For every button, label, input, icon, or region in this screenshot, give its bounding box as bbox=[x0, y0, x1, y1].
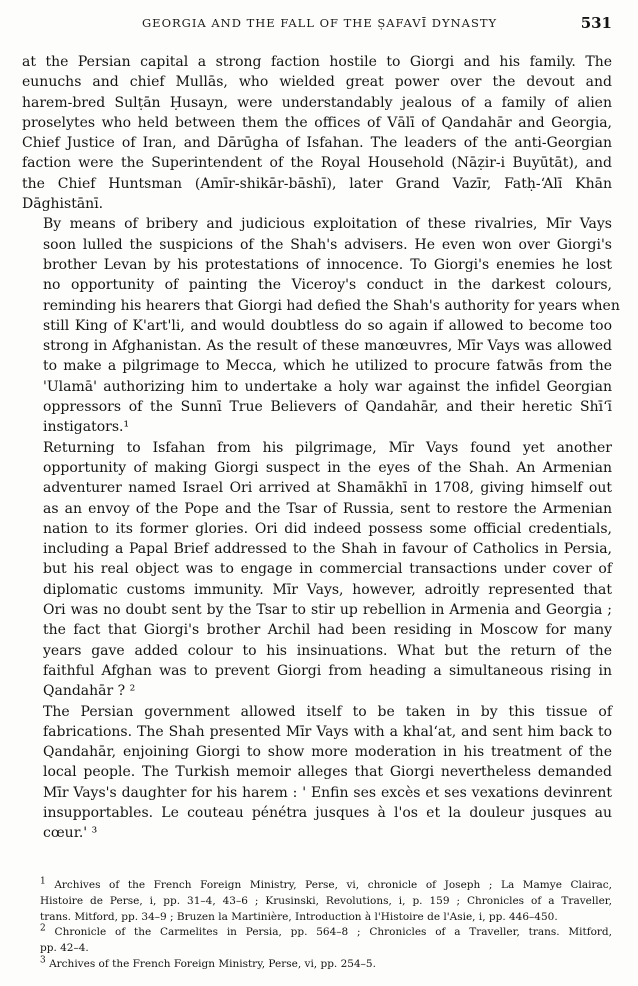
page-header bbox=[22, 14, 612, 36]
text-line: strong in Afghanistan. As the result of these manœuvres, Mīr Vays was allowed bbox=[43, 338, 612, 355]
text-line: Mīr Vays's daughter for his harem : ' Enfin ses excès et ses vexations devinrent bbox=[43, 784, 612, 801]
text-line: 'Ulamā' authorizing him to undertake a holy war against the infidel Georgian bbox=[43, 378, 612, 395]
text-line: faithful Afghan was to prevent Giorgi from heading a simultaneous rising in bbox=[43, 662, 612, 679]
text-line: insupportables. Le couteau pénétra jusques à l'os et la douleur jusques au bbox=[43, 804, 612, 821]
text-line: The Persian government allowed itself to be taken in by this tissue of bbox=[43, 703, 612, 720]
text-line: faction were the Superintendent of the Royal Household (Nāẓir-i Buyūtāt), and bbox=[22, 155, 612, 172]
text-line: fabrications. The Shah presented Mīr Vays with a khalʻat, and sent him back to bbox=[43, 723, 612, 740]
text-line: nation to its former glories. Ori did indeed possess some official credentials, bbox=[43, 520, 612, 537]
text-line: By means of bribery and judicious exploitation of these rivalries, Mīr Vays bbox=[43, 216, 612, 233]
text-line: Returning to Isfahan from his pilgrimage, Mīr Vays found yet another bbox=[43, 439, 612, 456]
footnote-line: pp. 42–4. bbox=[40, 942, 89, 955]
page-number: 531 bbox=[580, 14, 612, 32]
footnote-text: Archives of the French Foreign Ministry, Perse, vi, chronicle of Joseph ; La Mamye Clairac, bbox=[54, 879, 612, 891]
footnotes bbox=[22, 878, 612, 973]
text-line: still King of K'art'li, and would doubtless do so again if allowed to become too bbox=[43, 317, 612, 334]
text-line: opportunity of making Giorgi suspect in the eyes of the Shah. An Armenian bbox=[43, 459, 612, 476]
text-line: local people. The Turkish memoir alleges that Giorgi nevertheless demanded bbox=[43, 764, 612, 781]
footnote-text: Archives of the French Foreign Ministry, Perse, vi, pp. 254–5. bbox=[49, 957, 376, 970]
footnote-2 bbox=[22, 925, 612, 957]
text-line: instigators.¹ bbox=[43, 419, 130, 436]
text-line: as an envoy of the Pope and the Tsar of Russia, sent to restore the Armenian bbox=[43, 500, 612, 517]
footnote-text: Chronicle of the Carmelites in Persia, pp. 564–8 ; Chronicles of a Traveller, trans. Mitford, bbox=[54, 926, 612, 939]
paragraph-1 bbox=[22, 52, 612, 214]
text-line: Qandahār, enjoining Giorgi to show more moderation in his treatment of the bbox=[43, 744, 612, 761]
paragraph-2 bbox=[22, 214, 620, 437]
text-line: to make a pilgrimage to Mecca, which he utilized to procure fatwās from the bbox=[43, 358, 612, 375]
text-line: Dāghistānī. bbox=[22, 196, 104, 213]
footnote-line bbox=[22, 878, 612, 894]
text-line: Qandahār ? ² bbox=[43, 683, 136, 700]
text-line: no opportunity of painting the Viceroy's conduct in the darkest colours, bbox=[43, 277, 612, 294]
text-line: including a Papal Brief addressed to the Shah in favour of Catholics in Persia, bbox=[43, 541, 612, 558]
text-line: Chief Justice of Iran, and Dārūgha of Isfahan. The leaders of the anti-Georgian bbox=[22, 135, 612, 152]
footnote-marker: 1 bbox=[40, 876, 46, 887]
footnote-marker: 3 bbox=[40, 955, 46, 966]
text-line: brother Levan by his protestations of innocence. To Giorgi's enemies he lost bbox=[43, 256, 612, 273]
footnote-line bbox=[22, 925, 612, 941]
text-line: oppressors of the Sunnī True Believers of Qandahār, and their heretic Shīʻī bbox=[43, 399, 612, 416]
text-line: the fact that Giorgi's brother Archil had been residing in Moscow for many bbox=[43, 622, 612, 639]
text-line: soon lulled the suspicions of the Shah's advisers. He even won over Giorgi's bbox=[43, 236, 612, 253]
footnote-1 bbox=[22, 878, 612, 925]
text-line: reminding his hearers that Giorgi had defied the Shah's authority for years when bbox=[43, 297, 620, 314]
text-line: adventurer named Israel Ori arrived at Shamākhī in 1708, giving himself out bbox=[43, 480, 612, 497]
text-line: proselytes who held between them the offices of Vālī of Qandahār and Georgia, bbox=[22, 114, 612, 131]
text-line: the Chief Huntsman (Amīr-shikār-bāshī), later Grand Vazīr, Fatḥ-ʻAlī Khān bbox=[22, 175, 612, 192]
body-text bbox=[22, 52, 620, 844]
footnote-3 bbox=[22, 957, 612, 973]
footnote-line bbox=[22, 957, 612, 973]
paragraph-3 bbox=[22, 438, 612, 702]
paragraph-4 bbox=[22, 702, 612, 844]
text-line: cœur.' ³ bbox=[43, 825, 98, 842]
text-line: eunuchs and chief Mullās, who wielded great power over the devout and bbox=[22, 74, 612, 91]
text-line: harem-bred Sulṭān Ḥusayn, were understandably jealous of a family of alien bbox=[22, 94, 612, 111]
text-line: at the Persian capital a strong faction hostile to Giorgi and his family. The bbox=[22, 54, 612, 70]
running-title: GEORGIA AND THE FALL OF THE ṢAFAVĪ DYNASTY bbox=[142, 16, 498, 30]
footnote-line: trans. Mitford, pp. 34–9 ; Bruzen la Martinière, Introduction à l'Histoire de l'Asie, i, pp. 446–450. bbox=[40, 910, 558, 923]
text-line: diplomatic customs immunity. Mīr Vays, however, adroitly represented that bbox=[43, 581, 612, 598]
text-line: years gave added colour to his insinuations. What but the return of the bbox=[43, 642, 612, 659]
text-line: Ori was no doubt sent by the Tsar to stir up rebellion in Armenia and Georgia ; bbox=[43, 602, 612, 619]
footnote-marker: 2 bbox=[40, 923, 46, 934]
footnote-line: Histoire de Perse, i, pp. 31–4, 43–6 ; Krusinski, Revolutions, i, p. 159 ; Chronicles of a Traveller, bbox=[40, 894, 612, 907]
text-line: but his real object was to engage in commercial transactions under cover of bbox=[43, 561, 612, 578]
